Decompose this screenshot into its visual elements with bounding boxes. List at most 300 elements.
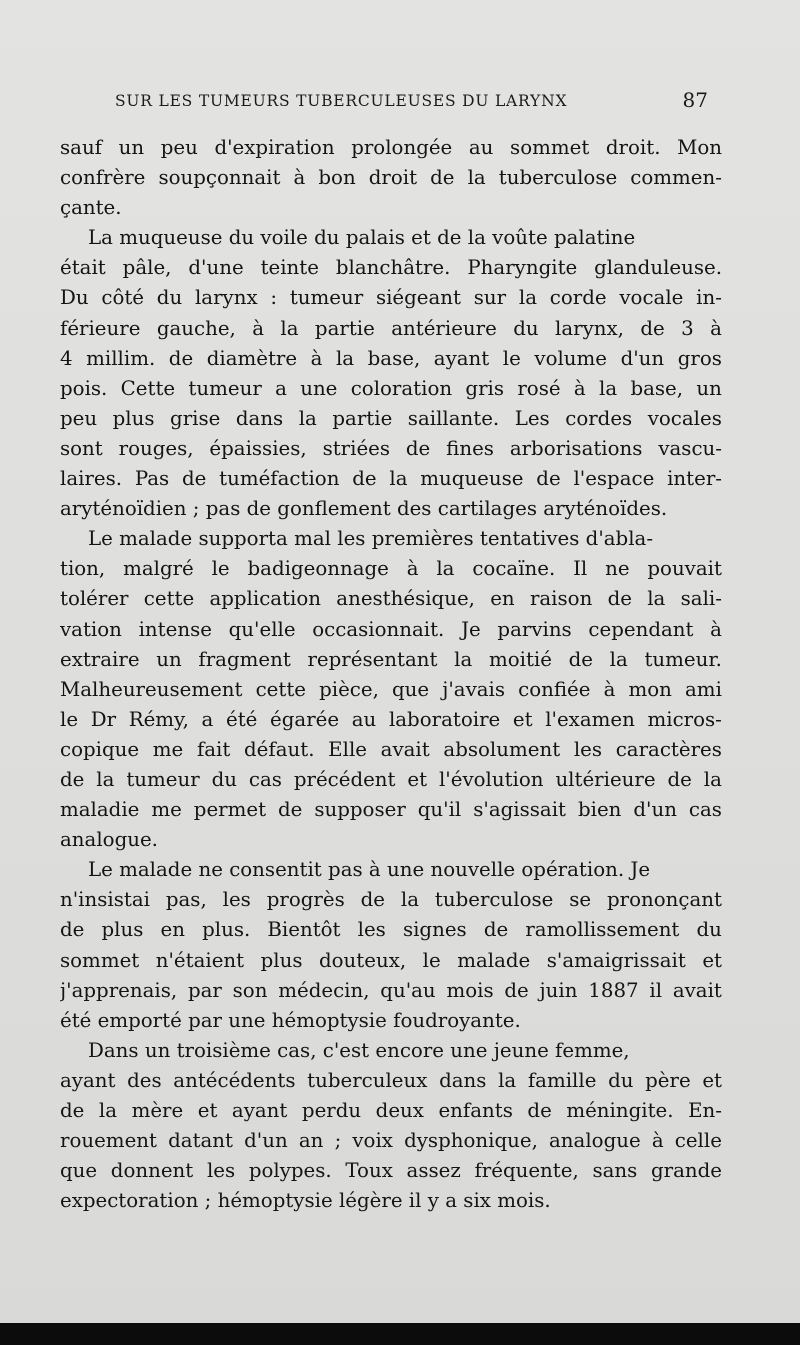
word: Du <box>60 286 89 310</box>
word: en <box>490 587 515 611</box>
word: rouement <box>60 1129 157 1153</box>
word: tuberculose <box>434 888 554 912</box>
word: droit. <box>605 136 661 159</box>
line-text: aryténoïdien ; pas de gonflement des cartilages aryténoïdes. <box>60 497 668 521</box>
word: de <box>168 346 194 370</box>
word: anesthésique, <box>336 587 475 611</box>
word: deux <box>375 1099 424 1122</box>
text-line <box>60 765 722 795</box>
word: de <box>60 918 85 942</box>
word: pouvait <box>647 557 722 581</box>
word: de <box>405 436 431 460</box>
text-line <box>60 1126 722 1156</box>
word: tumeur <box>289 286 364 310</box>
line-text: Dans un troisième cas, c'est encore une jeune femme, <box>88 1038 630 1062</box>
word: et <box>197 1099 218 1122</box>
word: sauf <box>60 136 103 159</box>
word: a <box>275 376 287 400</box>
word: d'expiration <box>214 136 335 159</box>
word: n'étaient <box>155 948 245 972</box>
word: malgré <box>123 557 194 581</box>
word: millim. <box>86 346 156 370</box>
word: analogue <box>549 1129 641 1153</box>
word: partie <box>314 316 375 340</box>
word: grande <box>650 1159 722 1183</box>
text-line <box>60 494 722 524</box>
word: saillante. <box>407 406 500 430</box>
word: tumeur. <box>644 647 722 671</box>
text-line <box>60 946 722 976</box>
word: peu <box>160 136 198 159</box>
word: au <box>351 707 377 731</box>
text-line <box>60 885 722 915</box>
word: tumeur <box>126 767 200 791</box>
text-line <box>60 193 722 223</box>
word: Dr <box>90 707 117 731</box>
word: plus <box>101 918 144 942</box>
word: qu'elle <box>228 617 296 641</box>
word: mère <box>131 1099 184 1122</box>
word: gris <box>465 376 505 400</box>
word: laboratoire <box>388 707 501 731</box>
word: siégeant <box>375 286 461 310</box>
word: vocales <box>647 406 722 430</box>
word: un <box>156 647 182 671</box>
word: n'insistai <box>60 888 150 912</box>
word: à <box>710 617 722 641</box>
text-line <box>60 615 722 645</box>
word: fait <box>196 737 231 761</box>
word: plus. <box>202 918 251 942</box>
word: inter- <box>667 467 722 491</box>
word: de <box>182 467 207 491</box>
word: Pharyngite <box>467 256 578 280</box>
word: douteux, <box>318 948 407 972</box>
word: blanchâtre. <box>335 256 451 280</box>
line-text: Le malade ne consentit pas à une nouvelle opération. Je <box>88 858 651 882</box>
word: l'examen <box>545 707 635 731</box>
word: me <box>152 737 184 761</box>
word: ramollissement <box>525 918 680 942</box>
word: pâle, <box>122 256 172 280</box>
text-line <box>60 675 722 705</box>
word: 3 <box>681 316 694 340</box>
word: tuberculeux <box>307 1068 428 1092</box>
word: caractères <box>615 737 722 761</box>
word: et <box>702 1068 722 1092</box>
word: le <box>422 948 441 972</box>
body-text <box>60 133 722 1216</box>
word: férieure <box>60 316 141 340</box>
word: il <box>649 978 663 1002</box>
word: avait <box>380 737 430 761</box>
word: tuberculose <box>498 166 618 190</box>
word: précédent <box>293 767 396 791</box>
word: ultérieure <box>555 767 656 791</box>
word: striées <box>322 436 391 460</box>
word: moitié <box>488 647 552 671</box>
word: base, <box>630 376 684 400</box>
word: tuméfaction <box>219 467 340 491</box>
text-line <box>60 253 722 283</box>
word: Les <box>514 406 550 430</box>
word: absolument <box>443 737 561 761</box>
text-line <box>60 855 722 885</box>
text-line <box>60 735 722 765</box>
text-line <box>60 825 722 855</box>
word: en <box>160 918 185 942</box>
line-text: expectoration ; hémoptysie légère il y a six mois. <box>60 1189 551 1213</box>
word: ; <box>334 1129 342 1153</box>
word: pois. <box>60 376 108 400</box>
word: été <box>226 707 258 731</box>
word: ne <box>605 557 630 581</box>
word: la <box>436 557 455 581</box>
word: corde <box>549 286 607 310</box>
page-number: 87 <box>682 88 708 112</box>
word: qu'au <box>380 978 436 1002</box>
word: la <box>647 587 666 611</box>
word: de <box>352 467 377 491</box>
word: 4 <box>60 346 73 370</box>
word: que <box>391 677 430 701</box>
text-line <box>60 1096 722 1126</box>
word: : <box>270 286 278 310</box>
word: badigeonnage <box>247 557 389 581</box>
word: ayant <box>60 1068 116 1092</box>
line-text: çante. <box>60 196 122 220</box>
word: signes <box>402 918 467 942</box>
word: application <box>209 587 322 611</box>
word: volume <box>534 346 608 370</box>
word: Je <box>461 617 481 641</box>
word: d'un <box>620 346 665 370</box>
word: défaut. <box>244 737 315 761</box>
word: rouges, <box>118 436 194 460</box>
text-line <box>60 976 722 1006</box>
word: Malheureusement <box>60 677 243 701</box>
word: gros <box>677 346 722 370</box>
word: cordes <box>565 406 633 430</box>
word: Rémy, <box>128 707 189 731</box>
word: j'avais <box>442 677 506 701</box>
line-text: été emporté par une hémoptysie foudroyante. <box>60 1008 521 1032</box>
word: raison <box>529 587 593 611</box>
word: de <box>360 888 385 912</box>
word: an <box>298 1129 324 1153</box>
text-line <box>60 645 722 675</box>
word: prononçant <box>606 888 722 912</box>
word: du <box>608 1068 634 1092</box>
word: cocaïne. <box>472 557 556 581</box>
word: de <box>278 798 303 822</box>
word: 1887 <box>588 978 639 1002</box>
word: à <box>603 677 616 701</box>
word: d'une <box>188 256 244 280</box>
word: tion, <box>60 557 106 581</box>
word: permet <box>193 798 267 822</box>
text-line <box>60 344 722 374</box>
word: qu'il <box>417 798 462 822</box>
word: épaissies, <box>209 436 307 460</box>
word: peu <box>60 406 98 430</box>
word: la <box>389 467 408 491</box>
word: la <box>454 647 473 671</box>
word: Cette <box>120 376 176 400</box>
text-line <box>60 705 722 735</box>
word: bien <box>577 798 622 822</box>
word: la <box>518 286 538 310</box>
word: se <box>569 888 592 912</box>
word: son <box>232 978 268 1002</box>
word: les <box>357 918 386 942</box>
word: de <box>667 767 692 791</box>
word: larynx <box>194 286 258 310</box>
word: micros- <box>647 707 722 731</box>
word: confiée <box>518 677 591 701</box>
word: antérieure <box>391 316 497 340</box>
word: fragment <box>198 647 291 671</box>
word: les <box>206 1159 236 1183</box>
running-head <box>115 86 710 120</box>
word: maladie <box>60 798 140 822</box>
word: de <box>60 767 85 791</box>
word: avait <box>672 978 722 1002</box>
word: la <box>609 647 628 671</box>
word: mois <box>446 978 494 1002</box>
word: et <box>512 707 533 731</box>
word: famille <box>527 1068 597 1092</box>
word: les <box>573 737 603 761</box>
word: Mon <box>677 136 722 159</box>
word: pièce, <box>319 677 379 701</box>
word: par <box>187 978 222 1002</box>
word: occasionnait. <box>312 617 445 641</box>
word: celle <box>674 1129 722 1153</box>
word: bon <box>318 166 356 190</box>
word: l'évolution <box>438 767 544 791</box>
word: antécédents <box>173 1068 296 1092</box>
word: malade <box>457 948 531 972</box>
word: progrès <box>266 888 345 912</box>
word: copique <box>60 737 140 761</box>
word: enfants <box>438 1099 513 1122</box>
word: ayant <box>433 346 490 370</box>
text-line <box>60 1036 722 1066</box>
word: à <box>252 316 265 340</box>
word: à <box>573 376 586 400</box>
text-line <box>60 464 722 494</box>
word: au <box>468 136 494 159</box>
word: la <box>96 767 115 791</box>
word: du <box>156 286 183 310</box>
word: donnent <box>110 1159 194 1183</box>
word: confrère <box>60 166 146 190</box>
word: de <box>527 1099 552 1122</box>
word: datant <box>168 1129 233 1153</box>
word: du <box>696 918 722 942</box>
text-line <box>60 1156 722 1186</box>
word: cette <box>143 587 195 611</box>
word: Pas <box>134 467 170 491</box>
word: le <box>60 707 79 731</box>
word: de <box>504 978 529 1002</box>
word: laires. <box>60 467 123 491</box>
word: représentant <box>307 647 438 671</box>
word: teinte <box>260 256 319 280</box>
word: cependant <box>588 617 694 641</box>
word: perdu <box>301 1099 362 1122</box>
text-line <box>60 584 722 614</box>
word: fréquente, <box>474 1159 579 1183</box>
word: parvins <box>497 617 572 641</box>
word: in- <box>696 286 722 310</box>
word: la <box>467 166 486 190</box>
word: muqueuse <box>420 467 524 491</box>
word: fines <box>446 436 494 460</box>
word: à <box>406 557 419 581</box>
word: supposer <box>314 798 406 822</box>
word: plus <box>112 406 155 430</box>
word: méningite. <box>566 1099 674 1122</box>
word: extraire <box>60 647 140 671</box>
word: sali- <box>680 587 722 611</box>
text-line <box>60 223 722 253</box>
word: juin <box>539 978 578 1002</box>
word: Toux <box>345 1159 393 1183</box>
word: coloration <box>350 376 453 400</box>
running-title: SUR LES TUMEURS TUBERCULEUSES DU LARYNX <box>115 92 568 110</box>
word: assez <box>406 1159 461 1183</box>
word: de <box>483 918 509 942</box>
line-text: La muqueuse du voile du palais et de la voûte palatine <box>88 226 636 250</box>
word: père <box>645 1068 691 1092</box>
word: à <box>310 346 323 370</box>
word: partie <box>332 406 393 430</box>
word: intense <box>138 617 212 641</box>
scan-edge <box>0 1323 800 1345</box>
word: dans <box>235 406 284 430</box>
word: de <box>60 1099 85 1122</box>
word: arborisations <box>509 436 643 460</box>
word: polypes. <box>248 1159 332 1183</box>
word: cas <box>248 767 282 791</box>
text-line <box>60 795 722 825</box>
word: ayant <box>231 1099 288 1122</box>
word: de <box>430 166 455 190</box>
word: que <box>60 1159 98 1183</box>
word: sur <box>473 286 507 310</box>
word: s'agissait <box>473 798 566 822</box>
text-line <box>60 524 722 554</box>
word: et <box>407 767 428 791</box>
word: a <box>201 707 214 731</box>
word: de <box>536 467 561 491</box>
word: gauche, <box>156 316 236 340</box>
word: de <box>640 316 665 340</box>
text-line <box>60 374 722 404</box>
word: j'apprenais, <box>60 978 178 1002</box>
text-line <box>60 1066 722 1096</box>
word: à <box>293 166 306 190</box>
text-line <box>60 404 722 434</box>
word: commen- <box>630 166 722 190</box>
word: à <box>710 316 722 340</box>
word: dans <box>439 1068 487 1092</box>
text-line <box>60 434 722 464</box>
text-line <box>60 1186 722 1216</box>
word: la <box>400 888 420 912</box>
word: grise <box>170 406 221 430</box>
word: vocale <box>619 286 684 310</box>
word: la <box>335 346 355 370</box>
word: prolongée <box>351 136 453 159</box>
word: du <box>211 767 237 791</box>
word: vation <box>60 617 122 641</box>
text-line <box>60 314 722 344</box>
word: la <box>280 316 299 340</box>
word: droit <box>368 166 418 190</box>
line-text: analogue. <box>60 828 158 852</box>
word: plus <box>260 948 303 972</box>
word: des <box>127 1068 162 1092</box>
word: la <box>599 376 618 400</box>
word: tumeur <box>188 376 262 400</box>
word: sans <box>592 1159 638 1183</box>
word: et <box>702 948 722 972</box>
word: sommet <box>510 136 590 159</box>
text-line <box>60 133 722 163</box>
word: la <box>298 406 317 430</box>
word: la <box>98 1099 118 1122</box>
text-line <box>60 163 722 193</box>
word: côté <box>101 286 145 310</box>
word: un <box>118 136 145 159</box>
word: cas <box>688 798 722 822</box>
word: sommet <box>60 948 140 972</box>
text-line <box>60 915 722 945</box>
word: médecin, <box>278 978 370 1002</box>
line-text: Le malade supporta mal les premières tentatives d'abla- <box>88 527 654 551</box>
word: tolérer <box>60 587 129 611</box>
word: mon <box>628 677 672 701</box>
word: de <box>607 587 632 611</box>
word: du <box>513 316 539 340</box>
word: la <box>498 1068 517 1092</box>
word: Bientôt <box>267 918 341 942</box>
word: sont <box>60 436 103 460</box>
word: Il <box>573 557 588 581</box>
word: me <box>151 798 182 822</box>
word: égarée <box>270 707 340 731</box>
word: les <box>222 888 251 912</box>
word: voix <box>352 1129 393 1153</box>
word: larynx, <box>555 316 624 340</box>
word: à <box>651 1129 664 1153</box>
text-line <box>60 554 722 584</box>
word: était <box>60 256 106 280</box>
word: la <box>703 767 722 791</box>
word: s'amaigrissait <box>546 948 686 972</box>
word: vascu- <box>658 436 722 460</box>
text-line <box>60 283 722 313</box>
word: cette <box>255 677 306 701</box>
word: En- <box>688 1099 722 1122</box>
word: soupçonnait <box>158 166 281 190</box>
word: un <box>696 376 722 400</box>
word: de <box>568 647 593 671</box>
word: pas, <box>165 888 207 912</box>
